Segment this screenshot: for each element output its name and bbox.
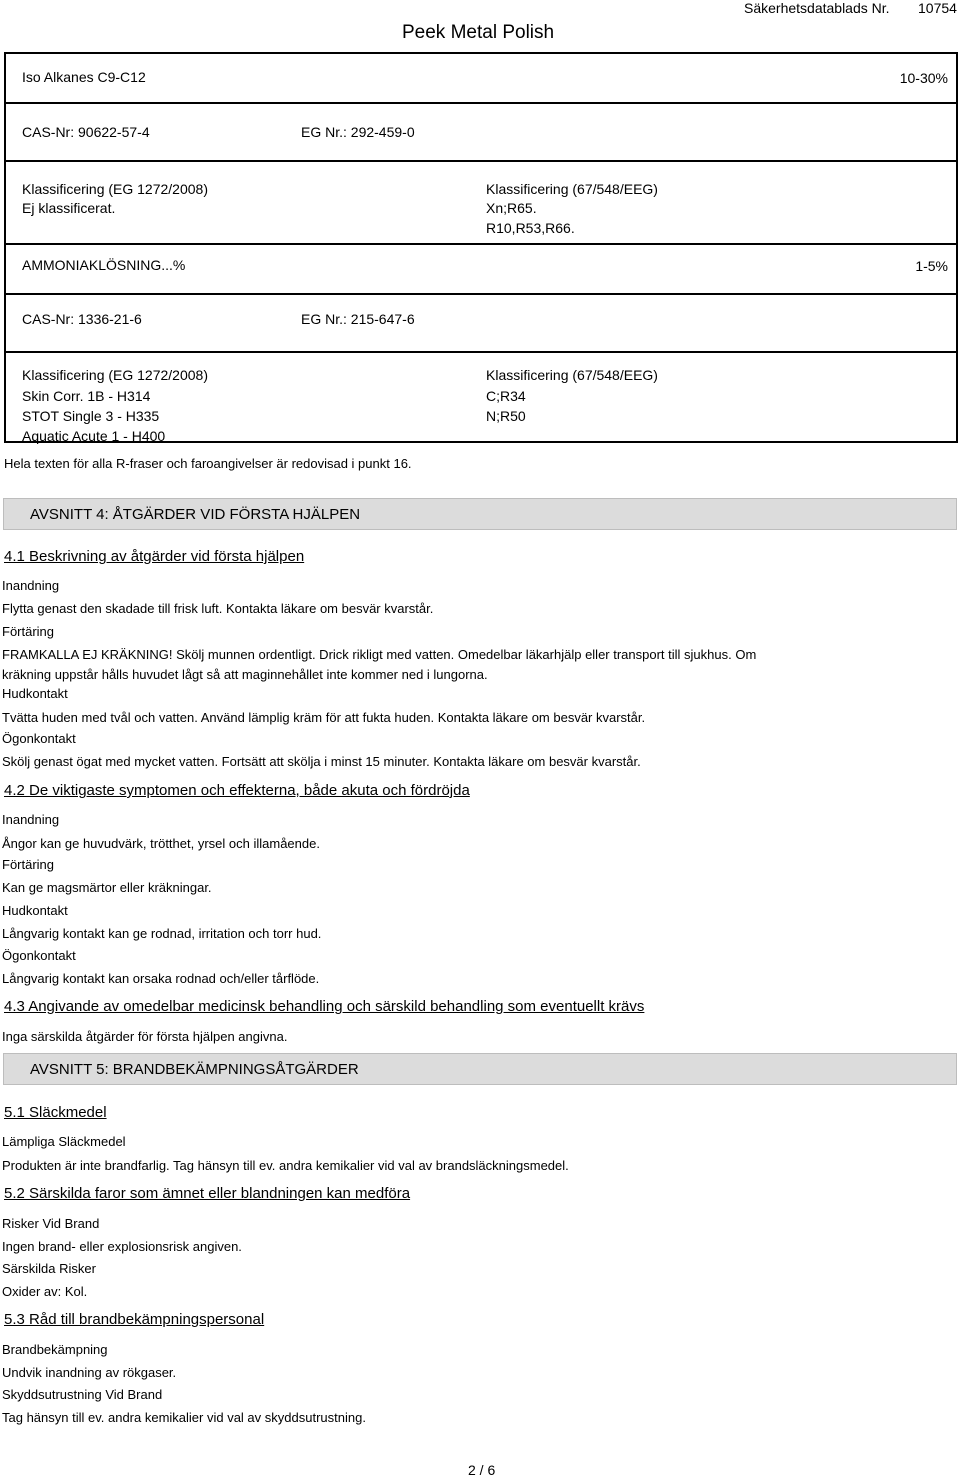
dsd-classification-value: R10,R53,R66. xyxy=(486,220,575,236)
special-risks-label: Särskilda Risker xyxy=(2,1261,96,1276)
substance-name-row xyxy=(6,54,956,104)
dsd-classification-title: Klassificering (67/548/EEG) xyxy=(486,181,658,197)
substance-name-row xyxy=(6,245,956,295)
clp-classification-title: Klassificering (EG 1272/2008) xyxy=(22,367,208,383)
skin-contact-label: Hudkontakt xyxy=(2,903,68,918)
inhalation-label: Inandning xyxy=(2,578,60,593)
extinguishing-media-label: Lämpliga Släckmedel xyxy=(2,1134,126,1149)
clp-classification-value: Skin Corr. 1B - H314 xyxy=(22,388,151,404)
sds-number: 10754 xyxy=(918,0,957,16)
subsection-4-3-title: 4.3 Angivande av omedelbar medicinsk behandling och särskild behandling som eventuellt krävs xyxy=(4,998,645,1015)
substance-name: Iso Alkanes C9-C12 xyxy=(22,69,146,85)
subsection-5-1-title: 5.1 Släckmedel xyxy=(4,1104,107,1121)
extinguishing-media-text: Produkten är inte brandfarlig. Tag hänsyn till ev. andra kemikalier vid val av brandsläckningsmedel. xyxy=(2,1158,569,1173)
eg-number: EG Nr.: 292-459-0 xyxy=(301,124,415,140)
skin-contact-text: Långvarig kontakt kan ge rodnad, irritation och torr hud. xyxy=(2,926,322,941)
substance-percent: 1-5% xyxy=(915,258,948,274)
inhalation-label: Inandning xyxy=(2,812,60,827)
section-4-header xyxy=(3,498,957,530)
inhalation-text: Ångor kan ge huvudvärk, trötthet, yrsel och illamående. xyxy=(2,836,320,851)
page-number: 2 / 6 xyxy=(468,1462,496,1478)
subsection-4-3-text: Inga särskilda åtgärder för första hjälpen angivna. xyxy=(2,1029,288,1044)
eye-contact-text: Långvarig kontakt kan orsaka rodnad och/eller tårflöde. xyxy=(2,971,320,986)
section-5-title: AVSNITT 5: BRANDBEKÄMPNINGSÅTGÄRDER xyxy=(30,1061,359,1078)
clp-classification-value: Ej klassificerat. xyxy=(22,200,116,216)
eye-contact-text: Skölj genast ögat med mycket vatten. Fortsätt att skölja i minst 15 minuter. Kontakta läkare om besvär kvarstår. xyxy=(2,754,641,769)
dsd-classification-value: Xn;R65. xyxy=(486,200,537,216)
clp-classification-title: Klassificering (EG 1272/2008) xyxy=(22,181,208,197)
sds-number-label: Säkerhetsdatablads Nr. xyxy=(744,0,890,16)
section-4-title: AVSNITT 4: ÅTGÄRDER VID FÖRSTA HJÄLPEN xyxy=(30,506,361,523)
ingestion-text: FRAMKALLA EJ KRÄKNING! Skölj munnen ordentligt. Drick rikligt med vatten. Omedelbar läkarhjälp eller transport till sjukhus. Om xyxy=(2,647,757,662)
inhalation-text: Flytta genast den skadade till frisk luft. Kontakta läkare om besvär kvarstår. xyxy=(2,601,434,616)
fire-risk-label: Risker Vid Brand xyxy=(2,1216,100,1231)
eye-contact-label: Ögonkontakt xyxy=(2,731,76,746)
protective-equipment-text: Tag hänsyn till ev. andra kemikalier vid val av skyddsutrustning. xyxy=(2,1410,366,1425)
dsd-classification-value: C;R34 xyxy=(486,388,526,404)
firefighting-text: Undvik inandning av rökgaser. xyxy=(2,1365,177,1380)
substance-name: AMMONIAKLÖSNING...% xyxy=(22,257,186,273)
subsection-4-1-title: 4.1 Beskrivning av åtgärder vid första hjälpen xyxy=(4,548,305,565)
substance-ids-row xyxy=(6,295,956,353)
substance-ids-row xyxy=(6,104,956,162)
substance-table-2 xyxy=(4,243,958,443)
section-5-header xyxy=(3,1053,957,1085)
substance-table-1 xyxy=(4,52,958,245)
fire-risk-text: Ingen brand- eller explosionsrisk angiven. xyxy=(2,1239,242,1254)
subsection-5-3-title: 5.3 Råd till brandbekämpningspersonal xyxy=(4,1311,265,1328)
firefighting-label: Brandbekämpning xyxy=(2,1342,108,1357)
document-title: Peek Metal Polish xyxy=(402,22,555,43)
special-risks-text: Oxider av: Kol. xyxy=(2,1284,88,1299)
protective-equipment-label: Skyddsutrustning Vid Brand xyxy=(2,1387,163,1402)
substance-percent: 10-30% xyxy=(899,70,948,86)
ingestion-text: Kan ge magsmärtor eller kräkningar. xyxy=(2,880,212,895)
clp-classification-value: STOT Single 3 - H335 xyxy=(22,408,160,424)
eye-contact-label: Ögonkontakt xyxy=(2,948,76,963)
ingestion-text: kräkning uppstår hålls huvudet lågt så att maginnehållet inte kommer ned i lungorna. xyxy=(2,667,488,682)
skin-contact-text: Tvätta huden med tvål och vatten. Använd lämplig kräm för att fukta huden. Kontakta läkare om besvär kvarstår. xyxy=(2,710,646,725)
eg-number: EG Nr.: 215-647-6 xyxy=(301,311,415,327)
ingestion-label: Förtäring xyxy=(2,624,55,639)
classification-row xyxy=(6,162,956,247)
cas-number: CAS-Nr: 1336-21-6 xyxy=(22,311,142,327)
dsd-classification-title: Klassificering (67/548/EEG) xyxy=(486,367,658,383)
skin-contact-label: Hudkontakt xyxy=(2,686,68,701)
subsection-5-2-title: 5.2 Särskilda faror som ämnet eller blandningen kan medföra xyxy=(4,1185,411,1202)
subsection-4-2-title: 4.2 De viktigaste symptomen och effekterna, både akuta och fördröjda xyxy=(4,782,470,799)
r-phrases-note: Hela texten för alla R-fraser och faroangivelser är redovisad i punkt 16. xyxy=(4,456,412,471)
clp-classification-value: Aquatic Acute 1 - H400 xyxy=(22,428,166,444)
dsd-classification-value: N;R50 xyxy=(486,408,526,424)
classification-row xyxy=(6,353,956,445)
cas-number: CAS-Nr: 90622-57-4 xyxy=(22,124,150,140)
ingestion-label: Förtäring xyxy=(2,857,55,872)
